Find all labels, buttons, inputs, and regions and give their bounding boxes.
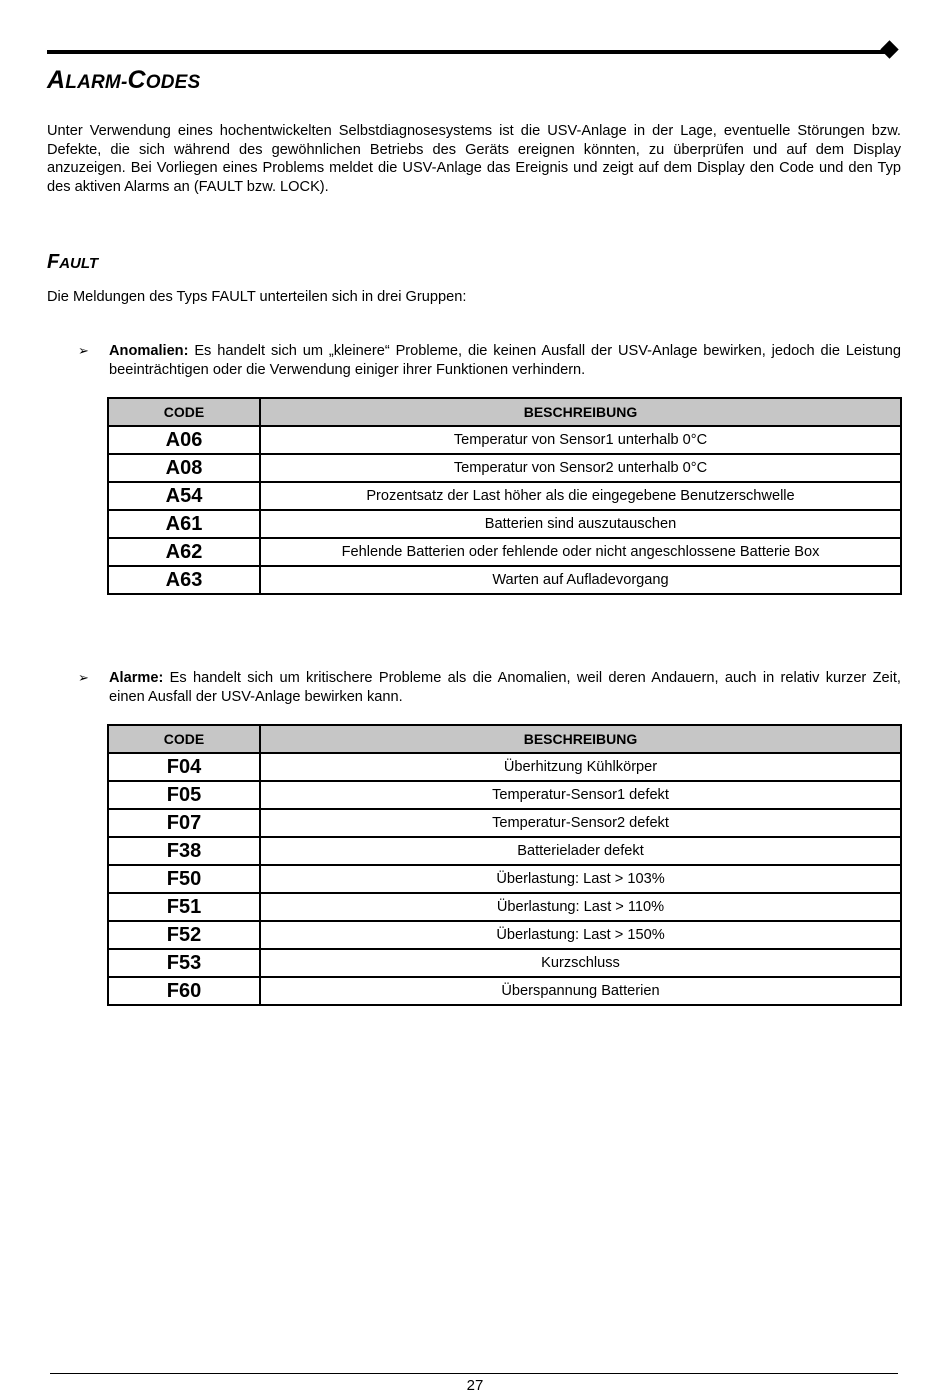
code-cell: F07 [108, 809, 260, 837]
page-title: ALARM-CODES [47, 66, 201, 94]
code-cell: A63 [108, 566, 260, 594]
code-cell: A06 [108, 426, 260, 454]
table-header-row [108, 398, 901, 426]
column-header-description: BESCHREIBUNG [260, 725, 901, 753]
column-header-code: CODE [108, 398, 260, 426]
diamond-icon [880, 40, 898, 58]
table-row [108, 865, 901, 893]
anomalien-label: Anomalien: [109, 343, 189, 359]
anomalien-table [107, 397, 902, 595]
anomalien-paragraph [109, 342, 901, 379]
alarme-text: Es handelt sich um kritischere Probleme als die Anomalien, weil deren Andauern, auch in relativ kurzer Zeit, einen Ausfall der USV-Anlage bewirken kann. [109, 670, 901, 705]
page-number: 27 [466, 1377, 484, 1394]
code-cell: A61 [108, 510, 260, 538]
header-rule [47, 50, 887, 54]
table-row [108, 809, 901, 837]
table-row [108, 977, 901, 1005]
table-row [108, 837, 901, 865]
table-row [108, 510, 901, 538]
footer-rule [50, 1373, 898, 1374]
code-cell: A54 [108, 482, 260, 510]
intro-paragraph: Unter Verwendung eines hochentwickelten Selbstdiagnosesystems ist die USV-Anlage in der Lage, eventuelle Störungen bzw. Defekte, die sich während des gewöhnlichen Betriebs des Geräts ereignen könnten, zu überprüfen und auf dem Display anzuzeigen. Bei Vorliegen eines Problems meldet die USV-Anlage das Ereignis und zeigt auf dem Display den Code und den Typ des aktiven Alarms an (FAULT bzw. LOCK). [47, 123, 901, 195]
table-header-row [108, 725, 901, 753]
code-cell: F51 [108, 893, 260, 921]
table-row [108, 454, 901, 482]
description-cell: Temperatur-Sensor1 defekt [260, 781, 901, 809]
alarme-label: Alarme: [109, 670, 164, 686]
code-cell: F04 [108, 753, 260, 781]
description-cell: Überlastung: Last > 110% [260, 893, 901, 921]
section-title-fault: FAULT [47, 251, 99, 273]
table-row [108, 949, 901, 977]
code-cell: F60 [108, 977, 260, 1005]
code-cell: F05 [108, 781, 260, 809]
code-cell: A08 [108, 454, 260, 482]
description-cell: Batterien sind auszutauschen [260, 510, 901, 538]
table-row [108, 781, 901, 809]
description-cell: Temperatur von Sensor2 unterhalb 0°C [260, 454, 901, 482]
description-cell: Überhitzung Kühlkörper [260, 753, 901, 781]
description-cell: Überlastung: Last > 103% [260, 865, 901, 893]
code-cell: F53 [108, 949, 260, 977]
table-row [108, 482, 901, 510]
description-cell: Kurzschluss [260, 949, 901, 977]
description-cell: Batterielader defekt [260, 837, 901, 865]
bullet-arrow-icon: ➢ [78, 343, 89, 358]
alarme-paragraph [109, 669, 901, 706]
description-cell: Warten auf Aufladevorgang [260, 566, 901, 594]
code-cell: F52 [108, 921, 260, 949]
description-cell: Temperatur-Sensor2 defekt [260, 809, 901, 837]
column-header-description: BESCHREIBUNG [260, 398, 901, 426]
code-cell: A62 [108, 538, 260, 566]
column-header-code: CODE [108, 725, 260, 753]
alarme-table [107, 724, 902, 1006]
table-row [108, 566, 901, 594]
table-row [108, 753, 901, 781]
fault-intro: Die Meldungen des Typs FAULT unterteilen sich in drei Gruppen: [47, 289, 467, 305]
table-row [108, 921, 901, 949]
code-cell: F50 [108, 865, 260, 893]
table-row [108, 893, 901, 921]
code-cell: F38 [108, 837, 260, 865]
description-cell: Überlastung: Last > 150% [260, 921, 901, 949]
table-row [108, 426, 901, 454]
description-cell: Temperatur von Sensor1 unterhalb 0°C [260, 426, 901, 454]
anomalien-text: Es handelt sich um „kleinere“ Probleme, die keinen Ausfall der USV-Anlage bewirken, jedoch die Leistung beeinträchtigen oder die Verwendung einiger ihrer Funktionen verhindern. [109, 343, 901, 378]
description-cell: Prozentsatz der Last höher als die eingegebene Benutzerschwelle [260, 482, 901, 510]
bullet-arrow-icon: ➢ [78, 670, 89, 685]
description-cell: Überspannung Batterien [260, 977, 901, 1005]
description-cell: Fehlende Batterien oder fehlende oder nicht angeschlossene Batterie Box [260, 538, 901, 566]
table-row [108, 538, 901, 566]
